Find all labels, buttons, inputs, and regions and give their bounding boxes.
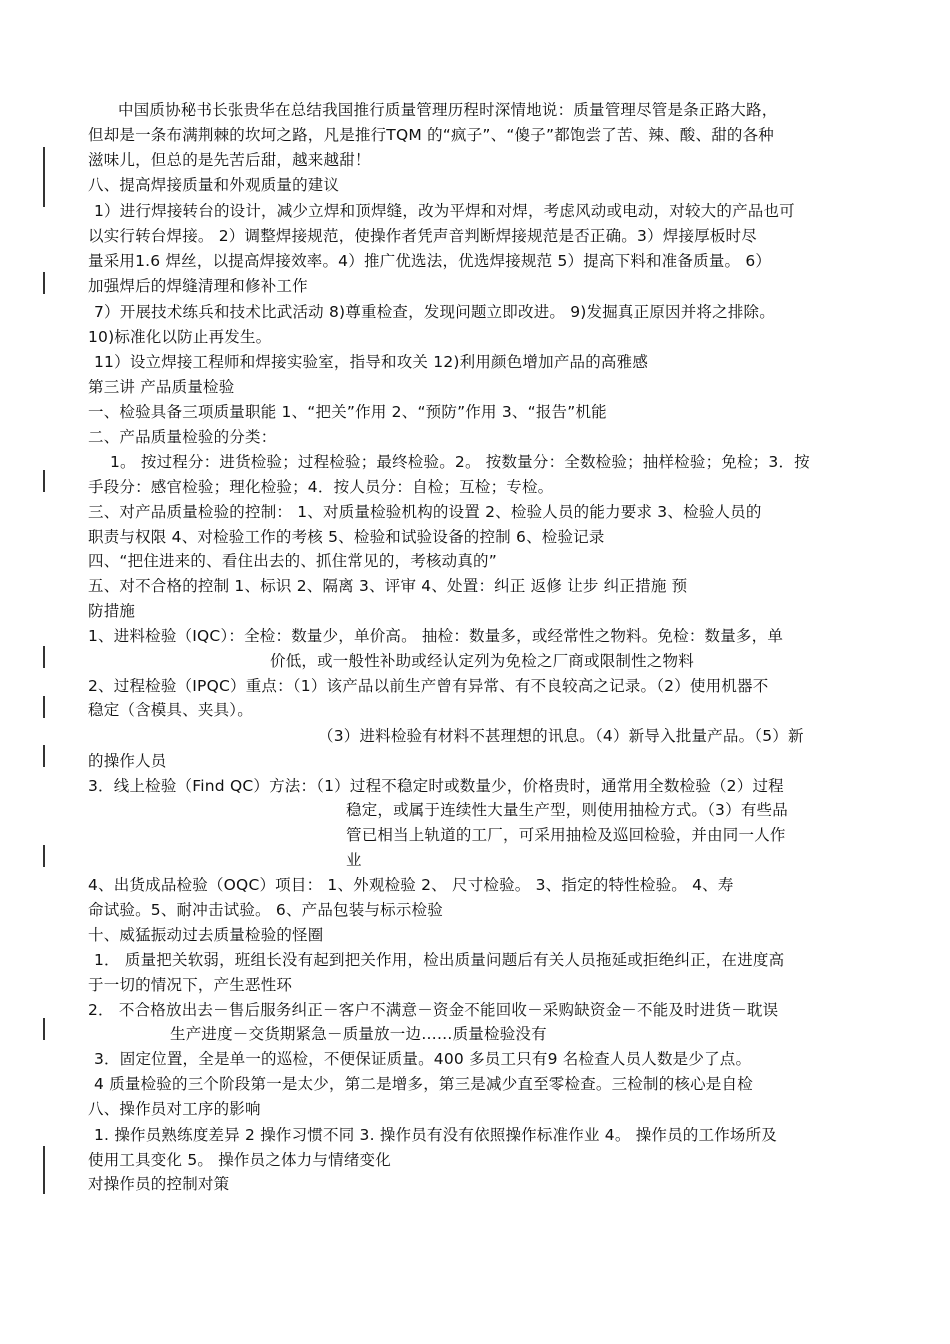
- paragraph-line: 11）设立焊接工程师和焊接实验室，指导和攻关 12)利用颜色增加产品的高雅感: [94, 353, 649, 371]
- paragraph-line: 滋味儿，但总的是先苦后甜，越来越甜！: [88, 151, 371, 169]
- paragraph-line: 手段分：感官检验；理化检验；4．按人员分：自检；互检；专检。: [88, 478, 554, 496]
- paragraph-line: 管已相当上轨道的工厂，可采用抽检及巡回检验，并由同一人作: [346, 826, 786, 844]
- paragraph-line: （3）进料检验有材料不甚理想的讯息。（4）新导入批量产品。（5）新: [318, 727, 804, 745]
- paragraph-line: 1。 按过程分：进货检验；过程检验；最终检验。2。 按数量分：全数检验；抽样检验；免检；3．按: [110, 453, 810, 471]
- paragraph-line: 1）进行焊接转台的设计，减少立焊和顶焊缝，改为平焊和对焊，考虑风动或电动，对较大的产品也可: [94, 202, 795, 220]
- paragraph-line: 中国质协秘书长张贵华在总结我国推行质量管理历程时深情地说：质量管理尽管是条正路大路，: [118, 101, 778, 119]
- paragraph-line: 稳定，或属于连续性大量生产型，则使用抽检方式。（3）有些品: [346, 801, 788, 819]
- paragraph-line: 但却是一条布满荆棘的坎坷之路，凡是推行TQM 的“疯子”、“傻子”都饱尝了苦、辣、酸、甜的各种: [88, 126, 774, 144]
- paragraph-line: 1. 操作员熟练度差异 2 操作习惯不同 3. 操作员有没有依照操作标准作业 4。 操作员的工作场所及: [94, 1126, 777, 1144]
- section-heading: 八、操作员对工序的影响: [88, 1100, 261, 1118]
- section-heading: 第三讲 产品质量检验: [88, 378, 235, 396]
- margin-bar: [43, 745, 45, 767]
- section-heading: 八、提高焊接质量和外观质量的建议: [88, 176, 340, 194]
- paragraph-line: 三、对产品质量检验的控制： 1、对质量检验机构的设置 2、检验人员的能力要求 3、检验人员的: [88, 503, 762, 521]
- paragraph-line: 命试验。5、耐冲击试验。 6、产品包装与标示检验: [88, 901, 443, 919]
- paragraph-line: 2、过程检验（IPQC）重点：（1）该产品以前生产曾有异常、有不良较高之记录。（2）使用机器不: [88, 677, 769, 695]
- section-heading: 对操作员的控制对策: [88, 1175, 230, 1193]
- margin-bar: [43, 272, 45, 294]
- paragraph-line: 防措施: [88, 602, 136, 620]
- margin-bar: [43, 696, 45, 718]
- paragraph-line: 3．固定位置，全是单一的巡检，不便保证质量。400 多员工只有9 名检查人员人数是少了点。: [94, 1050, 752, 1068]
- paragraph-line: 二、产品质量检验的分类：: [88, 428, 277, 446]
- paragraph-line: 7）开展技术练兵和技术比武活动 8)尊重检查，发现问题立即改进。 9)发掘真正原因并将之排除。: [94, 303, 775, 321]
- margin-bar: [43, 1018, 45, 1040]
- paragraph-line: 一、检验具备三项质量职能 1、“把关”作用 2、“预防”作用 3、“报告”机能: [88, 403, 607, 421]
- paragraph-line: 以实行转台焊接。 2）调整焊接规范，使操作者凭声音判断焊接规范是否正确。3）焊接厚板时尽: [88, 227, 757, 245]
- paragraph-line: 业: [346, 851, 362, 869]
- margin-bar: [43, 147, 45, 207]
- paragraph-line: 4 质量检验的三个阶段第一是太少，第二是增多，第三是减少直至零检查。三检制的核心是自检: [94, 1075, 753, 1093]
- margin-bar: [43, 646, 45, 668]
- paragraph-line: 1、进料检验（IQC）：全检：数量少，单价高。 抽检：数量多，或经常性之物料。免检：数量多，单: [88, 627, 784, 645]
- paragraph-line: 职责与权限 4、对检验工作的考核 5、检验和试验设备的控制 6、检验记录: [88, 528, 605, 546]
- paragraph-line: 生产进度－交货期紧急－质量放一边……质量检验没有: [170, 1025, 547, 1043]
- paragraph-line: 2． 不合格放出去－售后服务纠正－客户不满意－资金不能回收－采购缺资金－不能及时进货－耽误: [88, 1001, 779, 1019]
- margin-bar: [43, 1146, 45, 1194]
- paragraph-line: 量采用1.6 焊丝，以提高焊接效率。4）推广优选法，优选焊接规范 5）提高下料和准备质量。 6）: [88, 252, 772, 270]
- paragraph-line: 10)标准化以防止再发生。: [88, 328, 272, 346]
- margin-bar: [43, 470, 45, 492]
- paragraph-line: 四、“把住进来的、看住出去的、抓住常见的，考核动真的”: [88, 552, 497, 570]
- paragraph-line: 使用工具变化 5。 操作员之体力与情绪变化: [88, 1151, 391, 1169]
- paragraph-line: 3．线上检验（Find QC）方法：（1）过程不稳定时或数量少，价格贵时，通常用全数检验（2）过程: [88, 777, 784, 795]
- margin-bar: [43, 845, 45, 867]
- paragraph-line: 价低，或一般性补助或经认定列为免检之厂商或限制性之物料: [270, 652, 694, 670]
- paragraph-line: 1． 质量把关软弱，班组长没有起到把关作用，检出质量问题后有关人员拖延或拒绝纠正，在进度高: [94, 951, 785, 969]
- paragraph-line: 4、出货成品检验（OQC）项目： 1、外观检验 2、 尺寸检验。 3、指定的特性检验。 4、寿: [88, 876, 734, 894]
- paragraph-line: 加强焊后的焊缝清理和修补工作: [88, 277, 308, 295]
- paragraph-line: 五、对不合格的控制 1、标识 2、隔离 3、评审 4、处置：纠正 返修 让步 纠正措施 预: [88, 577, 688, 595]
- section-heading: 十、威猛振动过去质量检验的怪圈: [88, 926, 324, 944]
- paragraph-line: 于一切的情况下，产生恶性环: [88, 976, 293, 994]
- paragraph-line: 的操作人员: [88, 752, 167, 770]
- paragraph-line: 稳定（含模具、夹具）。: [88, 701, 253, 719]
